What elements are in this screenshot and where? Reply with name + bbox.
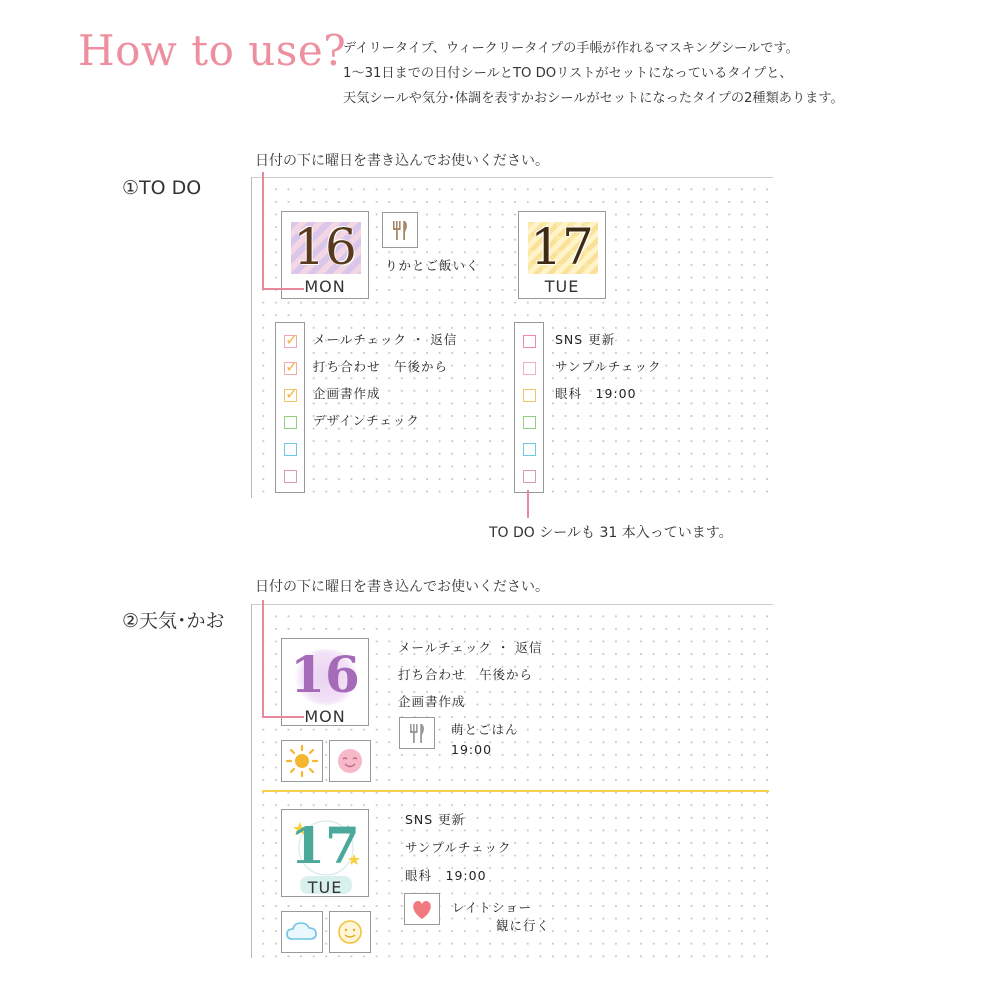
date-number: 17 [530, 218, 594, 276]
intro-line-3: 天気シールや気分･体調を表すかおシールがセットになったタイプの2種類あります。 [343, 91, 844, 106]
todo-strip-2 [514, 322, 544, 493]
fork-knife-icon [400, 718, 434, 748]
schedule-line: メールチェック ・ 返信 [398, 640, 543, 655]
weather-sticker [281, 740, 323, 782]
schedule-line: SNS 更新 [405, 812, 466, 827]
section1-caption-top: 日付の下に曜日を書き込んでお使いください。 [255, 153, 549, 169]
section2-caption-top: 日付の下に曜日を書き込んでお使いください。 [255, 579, 549, 595]
weather-sticker [281, 911, 323, 953]
section2-label: ②天気･かお [122, 610, 225, 632]
todo-checkbox[interactable] [523, 470, 536, 483]
smile-face-pink-icon [330, 741, 370, 781]
face-sticker [329, 740, 371, 782]
section1-left-rule [251, 177, 252, 498]
date-number: 16 [293, 218, 357, 276]
weekday-label: MON [304, 277, 346, 296]
leader-line-todo [527, 490, 529, 518]
todo-checkbox[interactable] [523, 443, 536, 456]
schedule-line: サンプルチェック [405, 840, 512, 855]
heart-icon [405, 894, 439, 924]
page-title: How to use? [78, 26, 347, 75]
day-divider-line [262, 790, 769, 792]
intro-text [343, 36, 844, 111]
todo-item: メールチェック ・ 返信 [313, 332, 458, 347]
todo-item: 打ち合わせ 午後から [313, 359, 449, 374]
event-line: 19:00 [451, 742, 493, 757]
todo-checkbox[interactable] [284, 416, 297, 429]
todo-item: SNS 更新 [555, 332, 616, 347]
date-sticker-16-mon [281, 211, 369, 299]
todo-checkbox[interactable] [284, 470, 297, 483]
schedule-line: 打ち合わせ 午後から [398, 667, 534, 682]
meal-sticker [399, 717, 435, 749]
fork-knife-icon [383, 213, 417, 247]
schedule-note: りかとご飯いく [385, 258, 480, 273]
todo-item: 企画書作成 [313, 386, 381, 401]
event-line: 萌とごはん [451, 722, 519, 737]
weekday-label: MON [304, 707, 346, 726]
sun-icon [282, 741, 322, 781]
date-number: 16 [290, 645, 360, 704]
todo-strip-1 [275, 322, 305, 493]
meal-sticker [382, 212, 418, 248]
date-sticker-16-mon [281, 638, 369, 726]
section1-caption-bottom: TO DO シールも 31 本入っています。 [489, 525, 733, 541]
section1-top-rule [251, 177, 773, 178]
todo-item: 眼科 19:00 [555, 386, 637, 401]
cloud-icon [282, 912, 322, 952]
todo-checkbox[interactable] [523, 362, 536, 375]
todo-item: デザインチェック [313, 413, 420, 428]
intro-line-1: デイリータイプ、ウィークリータイプの手帳が作れるマスキングシールです。 [343, 41, 799, 56]
date-sticker-17-tue [281, 809, 369, 897]
intro-line-2: 1〜31日までの日付シールとTO DOリストがセットになっているタイプと、 [343, 66, 793, 81]
event-line: 観に行く [496, 918, 551, 933]
schedule-line: 眼科 19:00 [405, 868, 487, 883]
face-sticker [329, 911, 371, 953]
check-mark-icon: ✓ [285, 357, 299, 376]
weekday-label: TUE [544, 277, 580, 296]
check-mark-icon: ✓ [285, 330, 299, 349]
check-mark-icon: ✓ [285, 384, 299, 403]
todo-checkbox[interactable] [523, 335, 536, 348]
date-sticker-17-tue [518, 211, 606, 299]
weekday-label: TUE [307, 878, 343, 897]
todo-checkbox[interactable] [523, 389, 536, 402]
todo-checkbox[interactable] [284, 443, 297, 456]
leader-line-vertical [262, 600, 264, 717]
event-line: レイトショー [452, 900, 533, 915]
date-number: 17 [290, 816, 360, 875]
section1-label: ①TO DO [122, 177, 202, 199]
schedule-line: 企画書作成 [398, 694, 466, 709]
todo-item: サンプルチェック [555, 359, 662, 374]
todo-checkbox[interactable] [523, 416, 536, 429]
leader-line-horizontal [262, 288, 304, 290]
heart-sticker [404, 893, 440, 925]
leader-line-vertical [262, 172, 264, 289]
leader-line-horizontal [262, 716, 304, 718]
smile-face-yellow-icon [330, 912, 370, 952]
section2-left-rule [251, 604, 252, 958]
section2-top-rule [251, 604, 773, 605]
